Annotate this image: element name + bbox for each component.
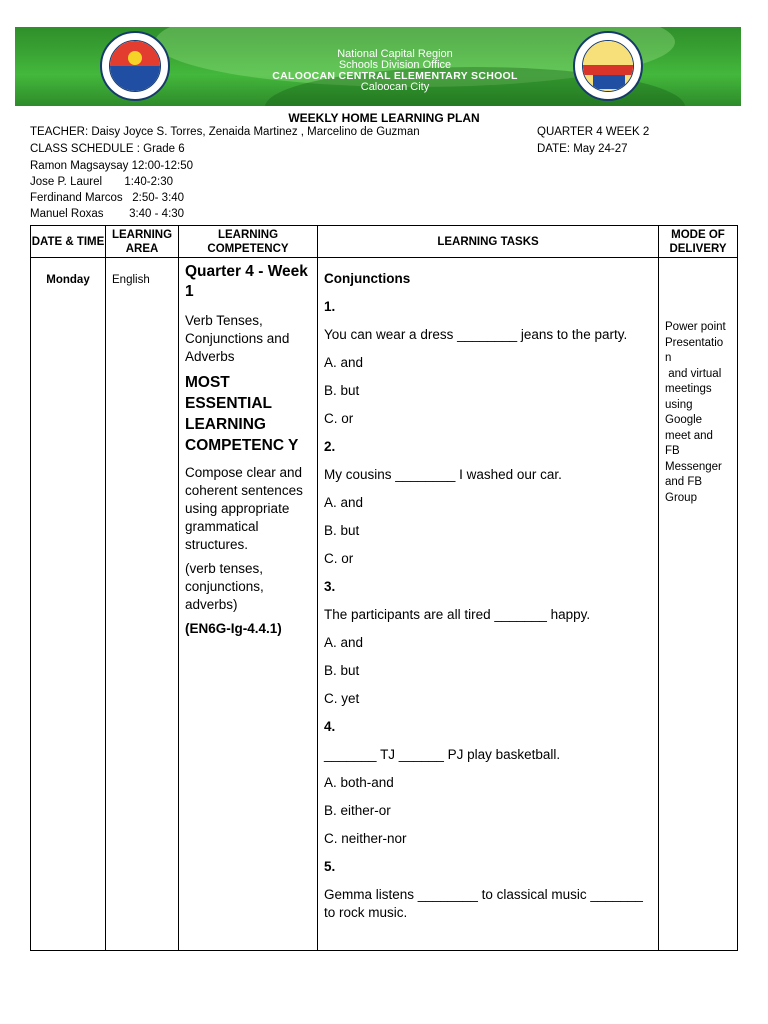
mode-line: meet and: [665, 429, 713, 442]
mode-line: Google: [665, 414, 703, 426]
mode-line: n: [665, 352, 672, 364]
question-text: You can wear a dress ________ jeans to the party.: [324, 327, 628, 342]
quarter-week-heading: Quarter 4 - Week 1: [185, 263, 308, 300]
answer-choice: B. but: [324, 523, 360, 538]
quarter-week: QUARTER 4 WEEK 2: [537, 126, 650, 138]
mode-line: Group: [665, 491, 697, 504]
question-text: The participants are all tired _______ happy.: [324, 607, 591, 622]
question-text: Gemma listens ________ to classical music _______ to rock music.: [324, 887, 643, 920]
question-number: 4.: [324, 719, 336, 734]
table-header-row: [31, 226, 738, 258]
question-number: 3.: [324, 579, 336, 594]
question-number: 1.: [324, 299, 336, 314]
answer-choice: C. neither-nor: [324, 831, 407, 846]
learning-plan-table: [30, 225, 738, 951]
table-row: [31, 258, 738, 951]
mode-list: [665, 320, 733, 506]
answer-choice: A. and: [324, 635, 364, 650]
answer-choice: B. but: [324, 383, 360, 398]
mode-line: and virtual: [665, 367, 722, 380]
melc-text: Compose clear and coherent sentences using appropriate grammatical structures.: [185, 465, 303, 552]
schedule-section-4: Manuel Roxas 3:40 - 4:30: [30, 208, 185, 220]
division-office-name: Schools Division Office: [338, 59, 452, 71]
question-number: 2.: [324, 439, 336, 454]
header-mode-of-delivery: MODE OF DELIVERY: [659, 226, 738, 258]
answer-choice: C. or: [324, 551, 354, 566]
answer-choice: A. both-and: [324, 775, 394, 790]
header-learning-competency: LEARNING COMPETENCY: [179, 226, 318, 258]
mode-line: Presentatio: [665, 336, 724, 349]
teacher-line: TEACHER: Daisy Joyce S. Torres, Zenaida Martinez , Marcelino de Guzman: [30, 126, 420, 138]
mode-line: meetings: [665, 383, 712, 395]
caloocan-central-school-seal-icon: [573, 31, 643, 101]
task-list: [324, 298, 652, 922]
plan-title: WEEKLY HOME LEARNING PLAN: [288, 111, 480, 125]
answer-choice: A. and: [324, 495, 364, 510]
day-cell: Monday: [31, 258, 106, 951]
class-schedule-line: CLASS SCHEDULE : Grade 6: [30, 143, 185, 155]
schools-division-office-seal-icon: [100, 31, 170, 101]
header-date-time: DATE & TIME: [31, 226, 106, 258]
mode-line: using: [665, 398, 693, 411]
learning-tasks-cell: [318, 258, 659, 951]
answer-choice: C. yet: [324, 691, 360, 706]
learning-area-cell: English: [106, 258, 179, 951]
answer-choice: B. but: [324, 663, 360, 678]
schedule-section-3: Ferdinand Marcos 2:50- 3:40: [30, 192, 185, 204]
mode-line: Power point: [665, 321, 726, 333]
schedule-section-2: Jose P. Laurel 1:40-2:30: [30, 176, 173, 188]
mode-line: Messenger: [665, 460, 722, 473]
question-number: 5.: [324, 859, 336, 874]
schedule-section-1: Ramon Magsaysay 12:00-12:50: [30, 160, 194, 172]
header-learning-tasks: LEARNING TASKS: [318, 226, 659, 258]
mode-line: and FB: [665, 476, 703, 488]
answer-choice: A. and: [324, 355, 364, 370]
competency-topic: Verb Tenses, Conjunctions and Adverbs: [185, 313, 290, 364]
date-line: DATE: May 24-27: [537, 143, 628, 155]
melc-heading: MOST ESSENTIAL LEARNING COMPETENC Y: [185, 374, 299, 454]
answer-choice: B. either-or: [324, 803, 391, 818]
competency-code: (EN6G-Ig-4.4.1): [185, 621, 282, 636]
region-name: National Capital Region: [337, 48, 453, 60]
tasks-heading: Conjunctions: [324, 271, 411, 286]
question-text: My cousins ________ I washed our car.: [324, 467, 562, 482]
school-name: CALOOCAN CENTRAL ELEMENTARY SCHOOL: [272, 70, 518, 82]
school-header-banner: [15, 27, 741, 106]
competency-cell: [179, 258, 318, 951]
mode-of-delivery-cell: [659, 258, 738, 951]
header-learning-area: LEARNING AREA: [106, 226, 179, 258]
answer-choice: C. or: [324, 411, 354, 426]
question-text: _______ TJ ______ PJ play basketball.: [324, 747, 561, 762]
competency-scope: (verb tenses, conjunctions, adverbs): [185, 561, 264, 612]
banner-titles: [215, 49, 575, 93]
city-name: Caloocan City: [360, 81, 430, 93]
mode-line: FB: [665, 445, 680, 457]
